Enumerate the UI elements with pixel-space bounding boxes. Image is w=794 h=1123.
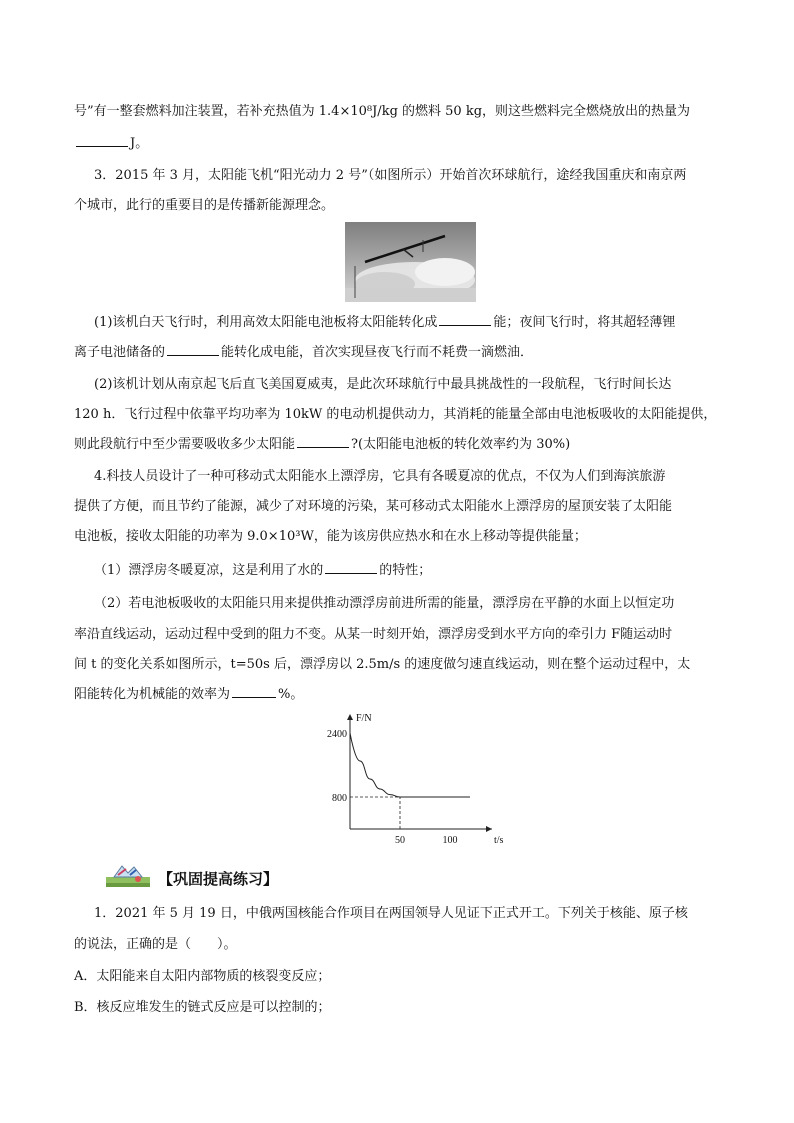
text-line: [74, 343, 533, 363]
question-4-line: 4.科技人员设计了一种可移动式太阳能水上漂浮房，它具有各暖夏凉的优点，不仅为人们到海滨旅游: [94, 469, 666, 484]
option-a[interactable]: A．太阳能来自太阳内部物质的核裂变反应；: [74, 969, 331, 984]
text-line: 个城市，此行的重要目的是传播新能源理念。: [74, 198, 335, 213]
text-span: 则此段航行中至少需要吸收多少太阳能: [74, 437, 296, 452]
books-icon: [104, 863, 152, 893]
force-time-chart: [318, 712, 508, 854]
text-line: 120 h．飞行过程中依靠平均功率为 10kW 的电动机提供动力，其消耗的能量全部由电池板吸收的太阳能提供，: [74, 407, 717, 422]
x-axis-label: t/s: [494, 835, 504, 846]
text-line: [74, 435, 570, 455]
text-span: 的特性；: [379, 563, 432, 578]
question-3-line: 3．2015 年 3 月，太阳能飞机“阳光动力 2 号”（如图所示）开始首次环球航行，途经我国重庆和南京两: [94, 168, 687, 183]
y-tick-label: 800: [332, 793, 347, 804]
answer-blank[interactable]: [167, 343, 219, 356]
x-tick-label: 100: [442, 835, 458, 846]
text-line: 的说法，正确的是（ ）。: [74, 937, 237, 952]
x-axis-arrow: [486, 826, 492, 832]
text-span: 能转化成电能，首次实现昼夜飞行而不耗费一滴燃油．: [221, 345, 534, 360]
text-line: 电池板，接收太阳能的功率为 9.0×10³W，能为该房供应热水和在水上移动等提供能量；: [74, 529, 587, 544]
q3-part2-line: (2)该机计划从南京起飞后直飞美国夏威夷，是此次环球航行中最具挑战性的一段航程，飞行时间长达: [94, 377, 672, 392]
text-span: (1)该机白天飞行时，利用高效太阳能电池板将太阳能转化成: [94, 315, 438, 330]
text-line: 提供了方便，而且节约了能源，减少了对环境的污染，某可移动式太阳能水上漂浮房的屋顶安装了太阳能: [74, 499, 673, 514]
solar-plane-photo: [345, 222, 476, 302]
q3-part1-line: [94, 313, 675, 333]
section-header: [104, 864, 278, 892]
question-1-line: 1．2021 年 5 月 19 日，中俄两国核能合作项目在两国领导人见证下正式开工。下列关于核能、原子核: [94, 906, 688, 921]
text-span: 能；夜间飞行时，将其超轻薄锂: [493, 315, 676, 330]
text-span: 离子电池储备的: [74, 345, 166, 360]
x-tick-label: 50: [395, 835, 405, 846]
y-tick-label: 2400: [327, 729, 347, 740]
text-span: 阳能转化为机械能的效率为: [74, 687, 231, 702]
answer-blank[interactable]: [325, 561, 377, 574]
text-span: ?(太阳能电池板的转化效率约为 30%): [351, 437, 571, 452]
y-axis-arrow: [347, 714, 353, 720]
answer-blank[interactable]: [297, 435, 349, 448]
text-span: （1）漂浮房冬暖夏凉，这是利用了水的: [94, 563, 324, 578]
text-span: J。: [130, 136, 149, 151]
text-line: 号”有一整套燃料加注装置，若补充热值为 1.4×10⁸J/kg 的燃料 50 kg，则这些燃料完全燃烧放出的热量为: [74, 104, 691, 119]
answer-blank[interactable]: [76, 134, 128, 147]
section-title: 【巩固提高练习】: [158, 869, 279, 888]
option-b[interactable]: B．核反应堆发生的链式反应是可以控制的；: [74, 1000, 331, 1015]
q4-part2-line: （2）若电池板吸收的太阳能只用来提供推动漂浮房前进所需的能量，漂浮房在平静的水面上以恒定功: [94, 596, 675, 611]
text-line: 间 t 的变化关系如图所示，t=50s 后，漂浮房以 2.5m/s 的速度做匀速直线运动，则在整个运动过程中，太: [74, 657, 691, 672]
force-curve: [350, 733, 470, 797]
y-axis-label: F/N: [356, 713, 372, 724]
text-line: [74, 685, 303, 705]
text-span: %。: [278, 687, 304, 702]
text-line: [74, 134, 148, 154]
answer-blank[interactable]: [232, 685, 276, 698]
answer-blank[interactable]: [439, 313, 491, 326]
text-line: 率沿直线运动，运动过程中受到的阻力不变。从某一时刻开始，漂浮房受到水平方向的牵引力 F随运动时: [74, 627, 673, 642]
q4-part1-line: [94, 561, 431, 581]
